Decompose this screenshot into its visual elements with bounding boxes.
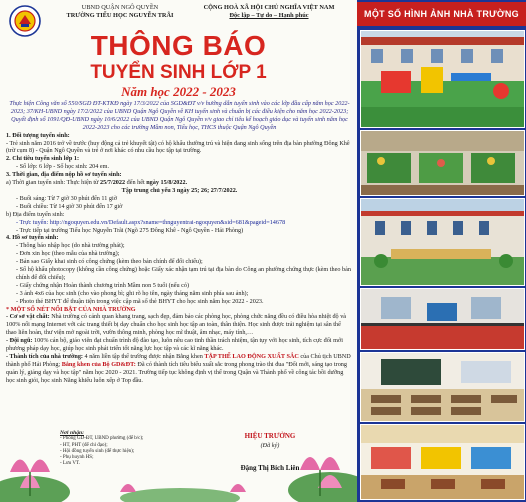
recipient-item: - Hội đồng tuyển sinh (để thực hiện); (60, 448, 135, 454)
achievements-text-a: 4 năm liền tập thể trường được nhận Bằng khen (84, 353, 203, 360)
national-name: CỘNG HOÀ XÃ HỘI CHỦ NGHĨA VIỆT NAM (203, 4, 335, 11)
photo-courtyard (360, 198, 525, 286)
award-name: TẬP THỂ LAO ĐỘNG XUẤT SẮC (204, 353, 299, 360)
staff-label: - Đội ngũ: (6, 337, 33, 345)
agency-header (50, 4, 190, 20)
session-afternoon: - Buổi chiều: Từ 14 giờ 30 phút đến 17 giờ (16, 202, 123, 210)
achievements-text-e: Đã có thành tích tiêu biểu xuất sắc trong phong trào thi đua "Đổi mới, sáng tạo trong quản lý, giảng dạy và học tập" năm học 2020 - 2021. Trường tiếp tục không định vị thế trong Quận và Thành phố về công tác bồi dưỡng học sinh giỏi, học sinh Năng khiếu luôn xếp ở Top đầu. (6, 360, 347, 384)
period-end: ngày 15/8/2022. (146, 179, 188, 187)
staff-paragraph (6, 337, 353, 353)
document-item: - 3 ảnh 4x6 của học sinh (cho vào phong bì; ghi rõ họ tên, ngày tháng năm sinh phía sau ảnh); (16, 289, 249, 297)
section-3-location: b) Địa điểm tuyển sinh: (6, 210, 65, 218)
photo-music-room (360, 424, 525, 500)
section-2-title: 2. Chỉ tiêu tuyển sinh lớp 1: (6, 155, 80, 163)
signer-name: Đặng Thị Bích Liên (240, 464, 300, 472)
section-4-title: 4. Hồ sơ tuyển sinh: (6, 234, 59, 242)
photos-panel (357, 0, 526, 502)
document-item: - Đơn xin học (theo mẫu của nhà trường); (16, 250, 120, 258)
signed-note: (Đã ký) (260, 442, 280, 449)
section-3-focus: Tập trung chủ yếu 3 ngày 25; 26; 27/7/2022. (121, 186, 238, 194)
photos-title: MỘT SỐ HÌNH ẢNH NHÀ TRƯỜNG (357, 2, 526, 26)
document-item: - Giấy chứng nhận Hoàn thành chương trình Mầm non 5 tuổi (nếu có) (16, 281, 190, 289)
period-connector: đến hết (126, 179, 145, 187)
photo-classroom (360, 352, 525, 422)
section-2-text: - Số lớp: 6 lớp - Số học sinh: 204 em. (16, 163, 109, 171)
section-1-text: - Trẻ sinh năm 2016 trở về trước (huy động cả trẻ khuyết tật) có hộ khẩu thường trú và hiện đang sinh sống trên địa bàn phường Đông Khê (trừ cụm 8) - Quận Ngô Quyền và trẻ ở nơi khác có nhu cầu học tập tại trường. (6, 139, 350, 155)
photo-garden (360, 130, 525, 196)
staff-text: 100% cán bộ, giáo viên đạt chuẩn trình độ đào tạo, luôn nêu cao tinh thần trách nhiệm, tận tụy với học sinh, tích cực đổi mới phương pháp dạy học, giúp học sinh phát triển tốt năng lực học tập và các kĩ năng khác. (6, 337, 343, 353)
section-3-title: 3. Thời gian, địa điểm nộp hồ sơ tuyển sinh: (6, 171, 122, 179)
school-name: TRƯỜNG TIỂU HỌC NGUYỄN TRÃI (66, 12, 174, 19)
school-year: Năm học 2022 - 2023 (121, 84, 236, 99)
direct-location: - Trực tiếp tại trường Tiểu học Nguyễn Trãi (Ngõ 275 Đông Khê - Ngô Quyền - Hải Phòng) (16, 226, 244, 234)
document-item: - Sổ hộ khẩu photocopy (không cần công chứng) hoặc Giấy xác nhận tạm trú tại địa bàn do Công an phường chứng thực (kèm theo bản chính để đối chiếu); (16, 266, 351, 281)
legal-basis: Thực hiện Công văn số 550/SGD ĐT-KTKĐ ngày 17/3/2022 của SGD&ĐT v/v hướng dẫn tuyển sinh vào các lớp đầu cấp năm học 2022-2023; 37/KH-UBND ngày 17/2/2022 của UBND Quận Ngô Quyền về KH tuyển sinh và chuẩn bị các điều kiện cho năm học 2022-2023; Quyết định số 1091/QĐ-UBND ngày 10/6/2022 của UBND Quận Ngô Quyền v/v giao chỉ tiêu kế hoạch giáo dục và tuyển sinh năm học 2022-2023 cho các trường Mầm non, Tiểu học, THCS thuộc Quận Ngô Quyền (9, 100, 350, 131)
facilities-label: - Cơ sở vật chất: (6, 313, 50, 321)
period-label: a) Thời gian tuyển sinh: Thực hiện từ (6, 179, 99, 187)
period-start: 25/7/2022 (99, 179, 126, 187)
ministry-award: Bằng khen của Bộ GD&ĐT: (61, 360, 136, 368)
achievements-label: - Thành tích của nhà trường: (6, 353, 83, 360)
facilities-paragraph (6, 313, 353, 337)
notice-subtitle: TUYỂN SINH LỚP 1 (90, 62, 267, 83)
section-3-period (6, 179, 353, 187)
recipients-label: Nơi nhận: (60, 430, 84, 436)
notice-body (6, 100, 353, 385)
document-item: - Photo thẻ BHYT để thuận tiện trong việc cập mã số thẻ BHYT cho học sinh năm học 2022 - 2023. (16, 297, 264, 305)
recipients-block (60, 430, 180, 468)
photo-gym (360, 288, 525, 350)
national-motto: Độc lập – Tự do – Hạnh phúc (229, 12, 309, 19)
agency-name: UBND QUẬN NGÔ QUYỀN (81, 4, 159, 11)
recipient-item: - Phòng GD-ĐT, UBND phường (để b/c); (60, 436, 144, 442)
national-header (184, 4, 354, 20)
section-5-title: * MỘT SỐ NÉT NỔI BẬT CỦA NHÀ TRƯỜNG (6, 305, 136, 313)
session-morning: - Buổi sáng: Từ 7 giờ 30 phút đến 11 giờ (16, 194, 117, 202)
photo-playground (360, 30, 525, 128)
recipient-item: - Phụ huynh HS; (60, 455, 94, 461)
section-1-title: 1. Đối tượng tuyển sinh: (6, 131, 70, 139)
facilities-text: Nhà trường có cảnh quan khang trang, sạch đẹp, đảm bảo các phòng học, phòng chức năng đều có điều hòa nhiệt độ và 100% nối mạng Internet với các trang thiết bị dạy chuẩn cho học sinh học tập an toàn, thân thiện. Học sinh được trải nghiệm tại sân thể thao liên hoàn, thư viện mở ngoài trời, vườn thông minh, phòng học mĩ thuật, âm nhạc, máy tính,… (6, 313, 347, 337)
online-link[interactable]: - Trực tuyến: http://ngoquyen.edu.vn/Default.aspx?sname=thnguyentrai-ngoquyen&sid=681&pageid=14678 (16, 218, 286, 226)
achievements-paragraph (6, 353, 353, 385)
document-item: - Thông báo nhập học (do nhà trường phát); (16, 242, 125, 250)
achievements-text-c: của Chủ tịch UBND thành phố Hải Phòng; (6, 353, 351, 368)
document-item: - Bản sao Giấy khai sinh có công chứng (kèm theo bản chính để đối chiếu); (16, 258, 203, 266)
recipient-item: - Lưu VT. (60, 461, 80, 467)
notice-title: THÔNG BÁO (90, 30, 267, 61)
signer-title: HIỆU TRƯỞNG (244, 432, 296, 440)
signature-block (210, 432, 330, 473)
recipient-item: - HT, PHT (để chỉ đạo); (60, 442, 108, 448)
